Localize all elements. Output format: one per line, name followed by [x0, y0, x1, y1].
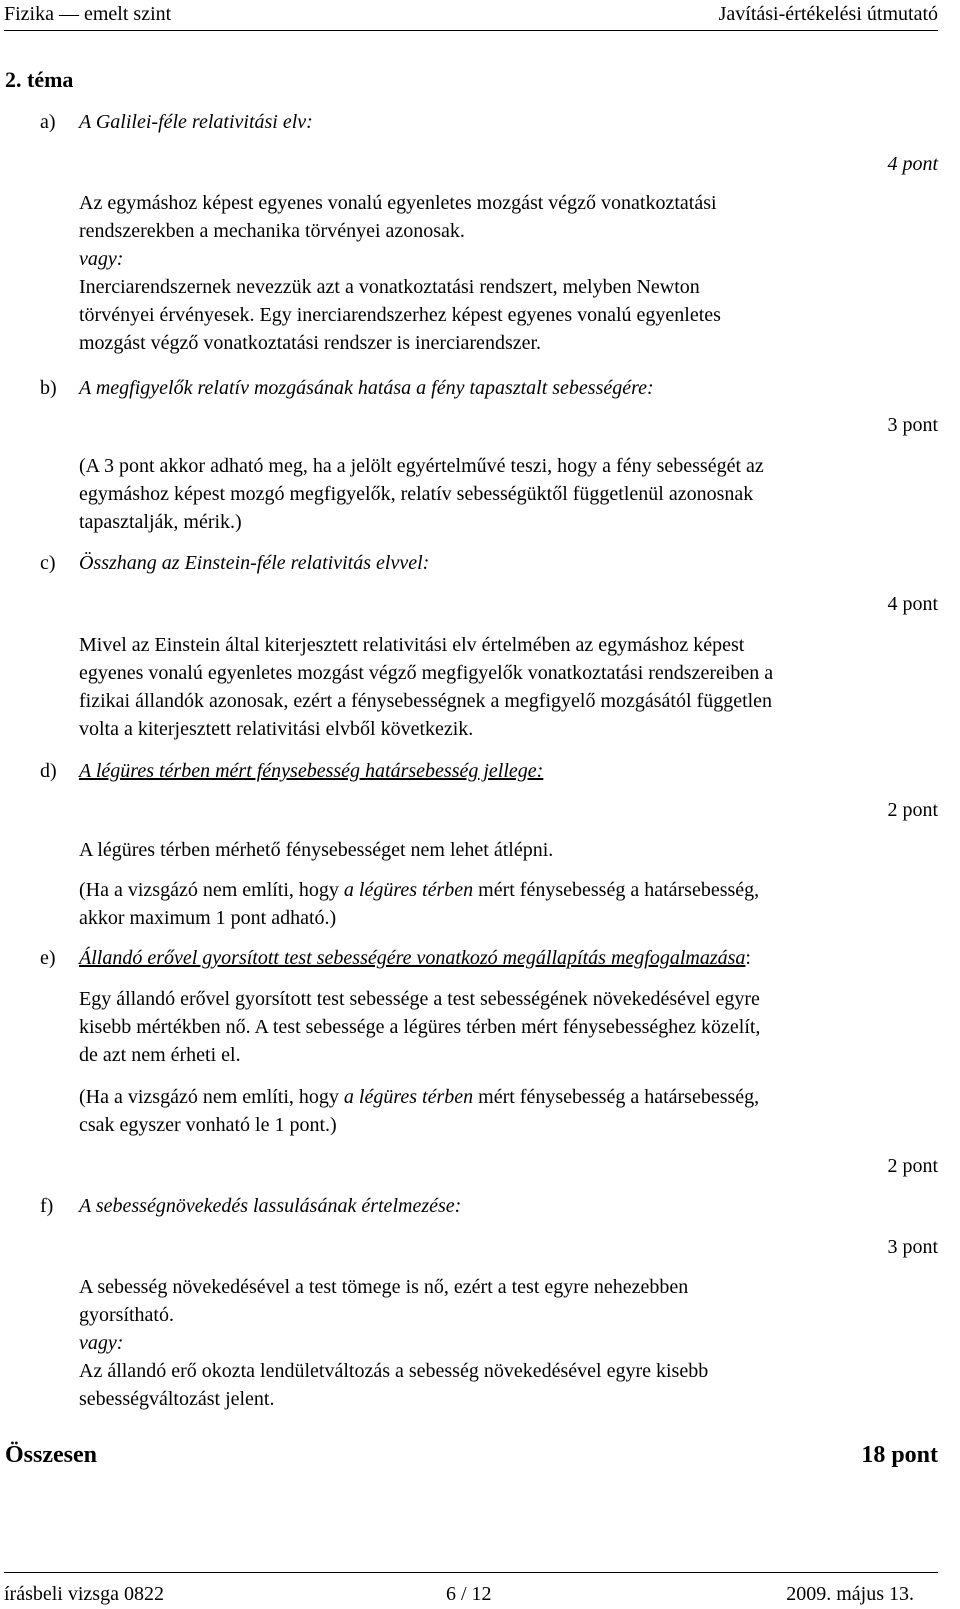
header-rule — [4, 30, 938, 31]
section-b-answer — [79, 452, 939, 536]
note-line: akkor maximum 1 pont adható.) — [79, 907, 337, 929]
footer-exam-code: írásbeli vizsga 0822 — [4, 1583, 164, 1605]
section-c-question: Összhang az Einstein-féle relativitás elvvel: — [79, 552, 430, 574]
answer-line: Egy állandó erővel gyorsított test sebessége a test sebességének növekedésével egyre — [79, 988, 760, 1010]
note-line: csak egyszer vonható le 1 pont.) — [79, 1114, 337, 1136]
footer-date: 2009. május 13. — [786, 1583, 914, 1605]
header-guide-title: Javítási-értékelési útmutató — [718, 3, 938, 25]
answer-line: Inerciarendszernek nevezzük azt a vonatkoztatási rendszert, melyben Newton — [79, 276, 700, 298]
section-b-points: 3 pont — [887, 414, 938, 436]
section-d-note — [79, 876, 939, 932]
section-a-points: 4 pont — [887, 153, 938, 175]
section-a-question: A Galilei-féle relativitási elv: — [79, 111, 313, 133]
answer-line: egymáshoz képest mozgó megfigyelők, relatív sebességüktől függetlenül azonosnak — [79, 483, 754, 505]
answer-line: Az állandó erő okozta lendületváltozás a sebesség növekedésével egyre kisebb — [79, 1360, 709, 1382]
answer-line: volta a kiterjesztett relativitási elvből következik. — [79, 718, 474, 740]
section-f-points: 3 pont — [887, 1236, 938, 1258]
section-d-points: 2 pont — [887, 799, 938, 821]
total-points: 18 pont — [861, 1442, 938, 1468]
or-label: vagy: — [79, 248, 124, 270]
or-label: vagy: — [79, 1332, 124, 1354]
section-e-question: Állandó erővel gyorsított test sebességére vonatkozó megállapítás megfogalmazása: — [79, 947, 751, 969]
section-e-note — [79, 1083, 939, 1139]
answer-line: (A 3 pont akkor adható meg, ha a jelölt egyértelművé teszi, hogy a fény sebességét az — [79, 455, 764, 477]
section-a-letter: a) — [40, 111, 56, 133]
answer-line: gyorsítható. — [79, 1304, 174, 1326]
section-a-answer — [79, 189, 939, 357]
footer-page-number: 6 / 12 — [446, 1583, 492, 1605]
answer-line: törvényei érvényesek. Egy inerciarendszerhez képest egyenes vonalú egyenletes — [79, 304, 721, 326]
header-subject: Fizika — emelt szint — [4, 3, 172, 25]
answer-line: fizikai állandók azonosak, ezért a fénysebességnek a megfigyelő mozgásától független — [79, 690, 773, 712]
answer-line: rendszerekben a mechanika törvényei azonosak. — [79, 220, 465, 242]
answer-line: egyenes vonalú egyenletes mozgást végző megfigyelők vonatkoztatási rendszereiben a — [79, 662, 774, 684]
note-line: (Ha a vizsgázó nem említi, hogy a légüres térben mért fénysebesség a határsebesség, — [79, 1086, 760, 1108]
footer-rule — [4, 1572, 938, 1573]
section-f-question: A sebességnövekedés lassulásának értelmezése: — [79, 1195, 462, 1217]
answer-line: tapasztalják, mérik.) — [79, 511, 242, 533]
section-c-answer — [79, 631, 939, 743]
section-f-answer — [79, 1273, 939, 1413]
answer-line: A sebesség növekedésével a test tömege is nő, ezért a test egyre nehezebben — [79, 1276, 689, 1298]
section-f-letter: f) — [40, 1195, 54, 1217]
section-e-points: 2 pont — [887, 1155, 938, 1177]
topic-title: 2. téma — [5, 67, 74, 92]
answer-line: A légüres térben mérhető fénysebességet nem lehet átlépni. — [79, 839, 554, 861]
section-d-question: A légüres térben mért fénysebesség határsebesség jellege: — [79, 760, 544, 782]
section-e-letter: e) — [40, 947, 56, 969]
section-d-answer — [79, 836, 939, 864]
section-c-letter: c) — [40, 552, 56, 574]
section-c-points: 4 pont — [887, 593, 938, 615]
answer-line: kisebb mértékben nő. A test sebessége a légüres térben mért fénysebességhez közelít, — [79, 1016, 761, 1038]
answer-line: de azt nem érheti el. — [79, 1044, 241, 1066]
section-d-letter: d) — [40, 760, 57, 782]
answer-line: mozgást végző vonatkoztatási rendszer is inerciarendszer. — [79, 332, 542, 354]
section-e-answer — [79, 985, 939, 1069]
total-label: Összesen — [5, 1442, 97, 1468]
note-line: (Ha a vizsgázó nem említi, hogy a légüres térben mért fénysebesség a határsebesség, — [79, 879, 760, 901]
answer-line: Az egymáshoz képest egyenes vonalú egyenletes mozgást végző vonatkoztatási — [79, 192, 717, 214]
section-b-letter: b) — [40, 377, 57, 399]
answer-line: Mivel az Einstein által kiterjesztett relativitási elv értelmében az egymáshoz képest — [79, 634, 745, 656]
section-b-question: A megfigyelők relatív mozgásának hatása a fény tapasztalt sebességére: — [79, 377, 654, 399]
answer-line: sebességváltozást jelent. — [79, 1388, 275, 1410]
